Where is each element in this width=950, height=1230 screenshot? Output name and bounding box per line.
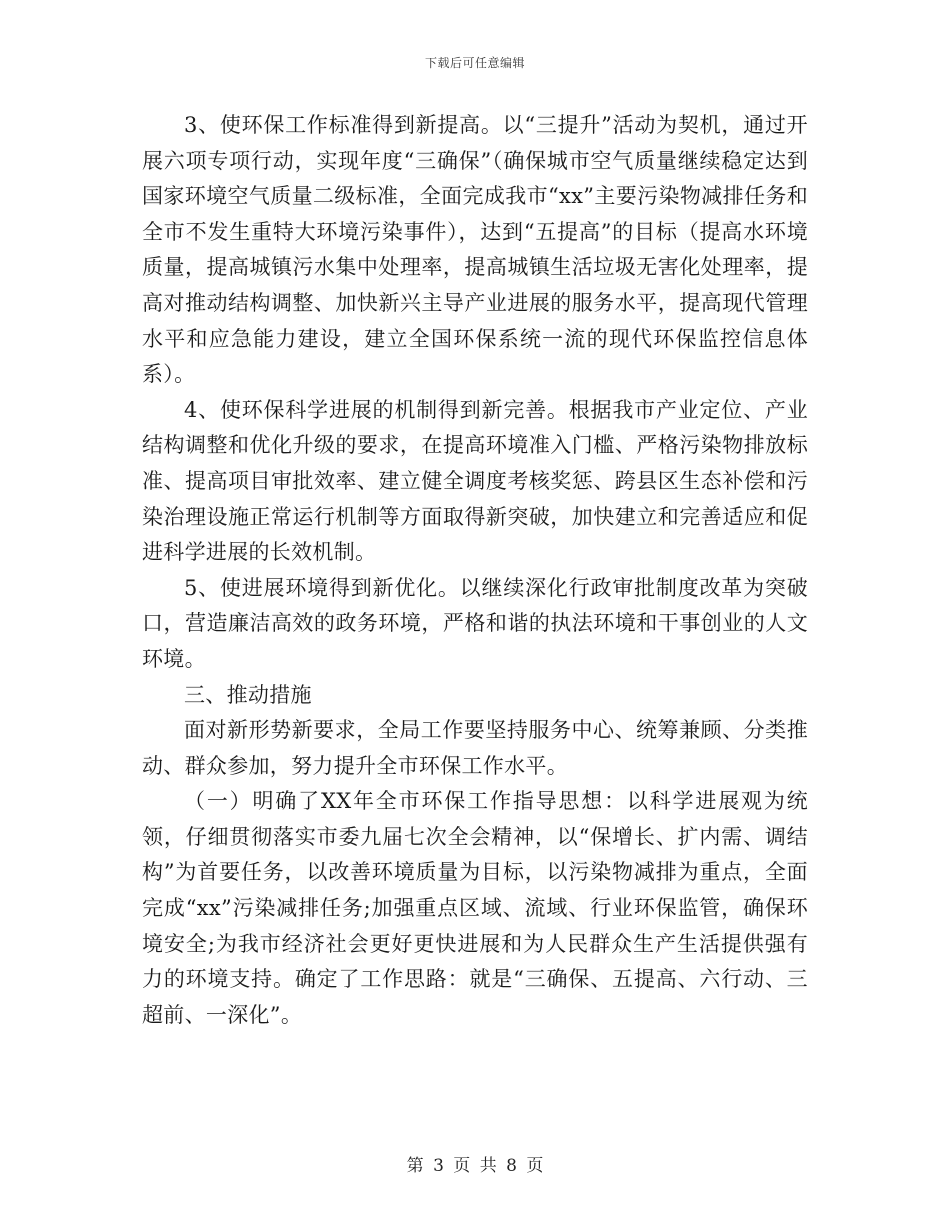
page-header: 下载后可任意编辑 [424, 56, 525, 70]
paragraph-item-5: 5、使进展环境得到新优化。以继续深化行政审批制度改革为突破口，营造廉洁高效的政务环境，严格和谐的执法环境和干事创业的人文环境。 [142, 575, 808, 671]
paragraph-intro-measures: 面对新形势新要求，全局工作要坚持服务中心、统筹兼顾、分类推动、群众参加，努力提升全市环保工作水平。 [142, 718, 808, 778]
paragraph-item-3: 3、使环保工作标准得到新提高。以“三提升”活动为契机，通过开展六项专项行动，实现年度“三确保”（确保城市空气质量继续稳定达到国家环境空气质量二级标准，全面完成我市“xx”主要污染物减排任务和全市不发生重特大环境污染事件），达到“五提高”的目标（提高水环境质量，提高城镇污水集中处理率，提高城镇生活垃圾无害化处理率，提高对推动结构调整、加快新兴主导产业进展的服务水平，提高现代管理水平和应急能力建设，建立全国环保系统一流的现代环保监控信息体系）。 [142, 113, 808, 387]
paragraph-guiding-thought: （一）明确了XX年全市环保工作指导思想：以科学进展观为统领，仔细贯彻落实市委九届七次全会精神，以“保增长、扩内需、调结构”为首要任务，以改善环境质量为目标，以污染物减排为重点，全面完成“xx”污染减排任务;加强重点区域、流域、行业环保监管，确保环境安全;为我市经济社会更好更快进展和为人民群众生产生活提供强有力的环境支持。确定了工作思路：就是“三确保、五提高、六行动、三超前、一深化”。 [142, 789, 808, 1027]
section-heading-measures: 三、推动措施 [184, 682, 312, 707]
document-body [142, 108, 808, 1033]
paragraph-item-4: 4、使环保科学进展的机制得到新完善。根据我市产业定位、产业结构调整和优化升级的要求，在提高环境准入门槛、严格污染物排放标准、提高项目审批效率、建立健全调度考核奖惩、跨县区生态补偿和污染治理设施正常运行机制等方面取得新突破，加快建立和完善适应和促进科学进展的长效机制。 [142, 397, 808, 565]
page-number-footer: 第 3 页 共 8 页 [406, 1156, 544, 1176]
